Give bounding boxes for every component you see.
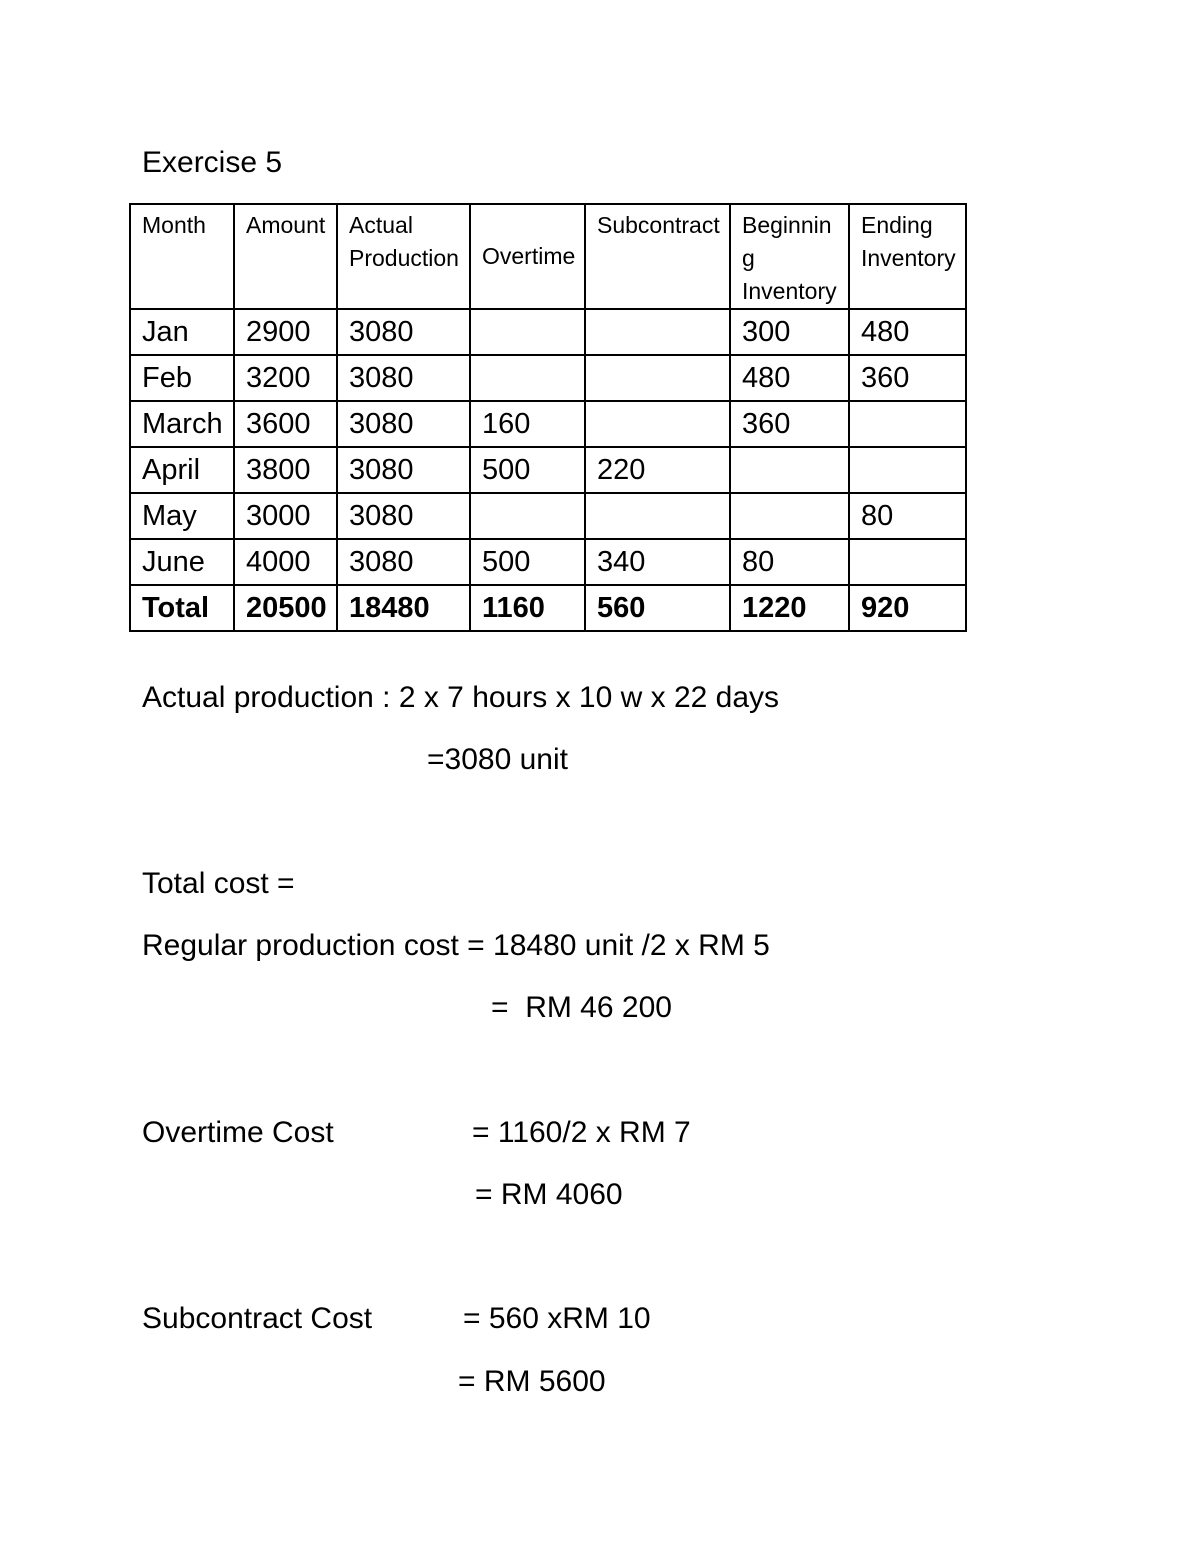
overtime-cost-formula: = 1160/2 x RM 7 [472, 1116, 691, 1149]
cell-overtime [470, 493, 585, 539]
table-row [130, 309, 966, 355]
table-row [130, 401, 966, 447]
cell-amount: 3600 [234, 401, 337, 447]
cell-actual-production: 3080 [337, 539, 470, 585]
cell-month: March [130, 401, 234, 447]
cell-subcontract: 220 [585, 447, 730, 493]
cell-beginning-inventory [730, 447, 849, 493]
cell-beginning-inventory [730, 493, 849, 539]
cell-amount: 3800 [234, 447, 337, 493]
total-overtime: 1160 [470, 585, 585, 631]
cell-ending-inventory [849, 401, 966, 447]
cell-beginning-inventory: 480 [730, 355, 849, 401]
cell-amount: 3200 [234, 355, 337, 401]
total-label: Total [130, 585, 234, 631]
cell-amount: 4000 [234, 539, 337, 585]
cell-subcontract [585, 355, 730, 401]
cell-overtime [470, 309, 585, 355]
total-subcontract: 560 [585, 585, 730, 631]
cell-subcontract [585, 309, 730, 355]
total-amount: 20500 [234, 585, 337, 631]
table-row [130, 355, 966, 401]
cell-amount: 2900 [234, 309, 337, 355]
cell-actual-production: 3080 [337, 355, 470, 401]
table-total-row [130, 585, 966, 631]
header-month: Month [130, 204, 234, 309]
cell-ending-inventory: 360 [849, 355, 966, 401]
header-actual-production: Actual Production [337, 204, 470, 309]
cell-actual-production: 3080 [337, 493, 470, 539]
cell-overtime: 160 [470, 401, 585, 447]
cell-overtime: 500 [470, 539, 585, 585]
regular-cost-result: = RM 46 200 [491, 991, 672, 1024]
page-title: Exercise 5 [142, 146, 283, 179]
total-ending-inventory: 920 [849, 585, 966, 631]
cell-ending-inventory: 480 [849, 309, 966, 355]
table-row [130, 493, 966, 539]
table-header-row [130, 204, 966, 309]
cell-overtime: 500 [470, 447, 585, 493]
cell-subcontract: 340 [585, 539, 730, 585]
header-beginning-inventory: Beginnin g Inventory [730, 204, 849, 309]
cell-subcontract [585, 401, 730, 447]
subcontract-cost-result: = RM 5600 [458, 1365, 606, 1398]
total-cost-heading: Total cost = [142, 867, 295, 900]
cell-month: May [130, 493, 234, 539]
cell-actual-production: 3080 [337, 309, 470, 355]
subcontract-cost-label: Subcontract Cost [142, 1302, 373, 1335]
production-table [129, 203, 967, 632]
cell-actual-production: 3080 [337, 401, 470, 447]
table-row [130, 539, 966, 585]
header-ending-inventory: Ending Inventory [849, 204, 966, 309]
cell-ending-inventory [849, 447, 966, 493]
subcontract-cost-formula: = 560 xRM 10 [463, 1302, 651, 1335]
header-subcontract: Subcontract [585, 204, 730, 309]
cell-subcontract [585, 493, 730, 539]
table-row [130, 447, 966, 493]
cell-month: Jan [130, 309, 234, 355]
cell-beginning-inventory: 360 [730, 401, 849, 447]
regular-cost-formula: Regular production cost = 18480 unit /2 x RM 5 [142, 929, 770, 962]
actual-production-result: =3080 unit [427, 743, 568, 776]
actual-production-formula: Actual production : 2 x 7 hours x 10 w x 22 days [142, 681, 780, 714]
cell-beginning-inventory: 300 [730, 309, 849, 355]
cell-month: April [130, 447, 234, 493]
header-amount: Amount [234, 204, 337, 309]
cell-month: Feb [130, 355, 234, 401]
header-overtime: Overtime [470, 204, 585, 309]
cell-overtime [470, 355, 585, 401]
cell-actual-production: 3080 [337, 447, 470, 493]
cell-beginning-inventory: 80 [730, 539, 849, 585]
total-actual-production: 18480 [337, 585, 470, 631]
total-beginning-inventory: 1220 [730, 585, 849, 631]
cell-amount: 3000 [234, 493, 337, 539]
overtime-cost-result: = RM 4060 [475, 1178, 623, 1211]
cell-ending-inventory [849, 539, 966, 585]
cell-ending-inventory: 80 [849, 493, 966, 539]
overtime-cost-label: Overtime Cost [142, 1116, 334, 1149]
cell-month: June [130, 539, 234, 585]
